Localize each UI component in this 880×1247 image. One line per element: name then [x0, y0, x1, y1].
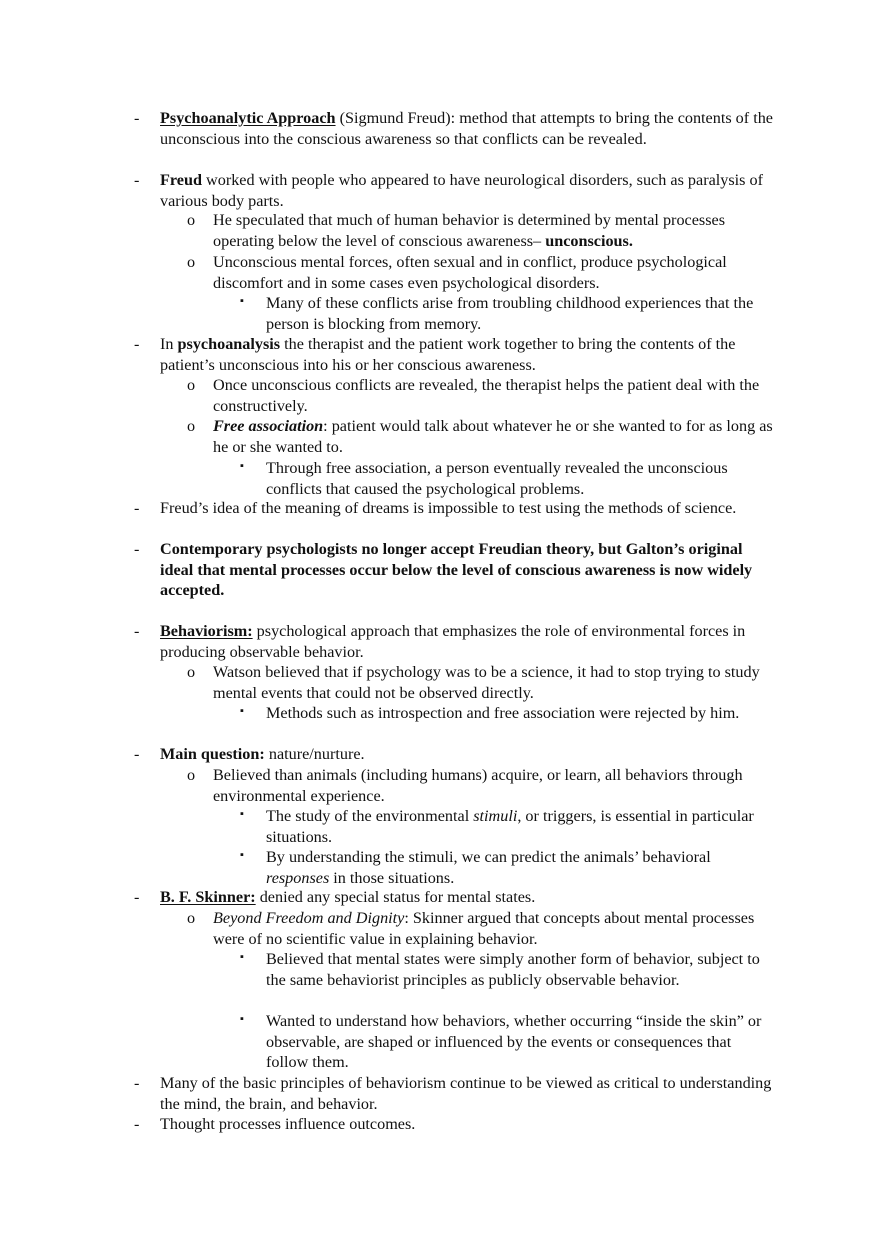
circle-marker: o: [187, 663, 196, 681]
bullet-text: Freud worked with people who appeared to have neurological disorders, such as paralysis of various body parts.: [160, 171, 763, 210]
dash-marker: -: [134, 171, 140, 189]
bullet-text: Thought processes influence outcomes.: [160, 1115, 416, 1133]
bullet-text: He speculated that much of human behavior is determined by mental processes operating below the level of conscious awareness– unconscious.: [213, 211, 725, 250]
dash-marker: -: [134, 1115, 140, 1133]
bullet-text: Once unconscious conflicts are revealed, the therapist helps the patient deal with the constructively.: [213, 376, 760, 415]
bullet-text: Watson believed that if psychology was to be a science, it had to stop trying to study mental events that could not be observed directly.: [213, 663, 760, 702]
square-marker: ▪: [240, 295, 244, 307]
bullet-text: The study of the environmental stimuli, or triggers, is essential in particular situations.: [266, 807, 754, 846]
term: unconscious.: [545, 231, 633, 250]
circle-marker: o: [187, 211, 196, 229]
circle-marker: o: [187, 417, 196, 435]
term: psychoanalysis: [177, 335, 281, 353]
bullet-text: By understanding the stimuli, we can predict the animals’ behavioral responses in those situations.: [266, 848, 711, 887]
bullet-text: Through free association, a person eventually revealed the unconscious conflicts that caused the psychological problems.: [266, 459, 728, 498]
square-marker: ▪: [240, 705, 244, 717]
bullet-text: Contemporary psychologists no longer accept Freudian theory, but Galton’s original ideal that mental processes occur below the level of conscious awareness is now widely accepted.: [160, 540, 753, 600]
circle-marker: o: [187, 253, 196, 271]
bullet-text: Behaviorism: psychological approach that emphasizes the role of environmental forces in producing observable behavior.: [160, 622, 746, 661]
square-marker: ▪: [240, 849, 244, 861]
bullet-text: Many of the basic principles of behaviorism continue to be viewed as critical to understanding the mind, the brain, and behavior.: [160, 1074, 772, 1113]
circle-marker: o: [187, 909, 196, 927]
term: Behaviorism:: [160, 622, 253, 640]
square-marker: ▪: [240, 951, 244, 963]
square-marker: ▪: [240, 460, 244, 472]
term: B. F. Skinner:: [160, 888, 256, 906]
square-marker: ▪: [240, 1013, 244, 1025]
bullet-text: B. F. Skinner: denied any special status for mental states.: [160, 888, 536, 906]
square-marker: ▪: [240, 808, 244, 820]
bullet-text: Psychoanalytic Approach (Sigmund Freud): method that attempts to bring the contents of the unconscious into the conscious awareness so that conflicts can be revealed.: [160, 109, 773, 148]
bullet-text: Wanted to understand how behaviors, whether occurring “inside the skin” or observable, are shaped or influenced by the events or consequences that follow them.: [266, 1012, 762, 1072]
dash-marker: -: [134, 499, 140, 517]
bullet-text: Free association: patient would talk about whatever he or she wanted to for as long as he or she wanted to.: [213, 417, 773, 456]
term: responses: [266, 868, 330, 887]
bullet-text: Methods such as introspection and free association were rejected by him.: [266, 704, 740, 722]
bullet-text: Believed than animals (including humans) acquire, or learn, all behaviors through environmental experience.: [213, 766, 743, 805]
circle-marker: o: [187, 766, 196, 784]
term: Beyond Freedom and Dignity: [213, 909, 405, 927]
dash-marker: -: [134, 1074, 140, 1092]
dash-marker: -: [134, 622, 140, 640]
dash-marker: -: [134, 888, 140, 906]
dash-marker: -: [134, 335, 140, 353]
term: stimuli: [473, 807, 518, 825]
bullet-text: Believed that mental states were simply another form of behavior, subject to the same behaviorist principles as publicly observable behavior.: [266, 950, 760, 989]
bullet-text: Beyond Freedom and Dignity: Skinner argued that concepts about mental processes were of no scientific value in explaining behavior.: [213, 909, 755, 948]
bullet-text: Freud’s idea of the meaning of dreams is impossible to test using the methods of science.: [160, 499, 737, 517]
term: Psychoanalytic Approach: [160, 109, 336, 127]
bullet-text: Many of these conflicts arise from troubling childhood experiences that the person is blocking from memory.: [266, 294, 754, 333]
dash-marker: -: [134, 109, 140, 127]
bullet-text: In psychoanalysis the therapist and the patient work together to bring the contents of the patient’s unconscious into his or her conscious awareness.: [160, 335, 736, 374]
bullet-text: Main question: nature/nurture.: [160, 745, 365, 763]
bullet-text: Unconscious mental forces, often sexual and in conflict, produce psychological discomfort and in some cases even psychological disorders.: [213, 253, 727, 292]
dash-marker: -: [134, 745, 140, 763]
term: Main question:: [160, 745, 265, 763]
dash-marker: -: [134, 540, 140, 558]
term: Free association: [213, 417, 324, 435]
term: Freud: [160, 171, 202, 189]
circle-marker: o: [187, 376, 196, 394]
